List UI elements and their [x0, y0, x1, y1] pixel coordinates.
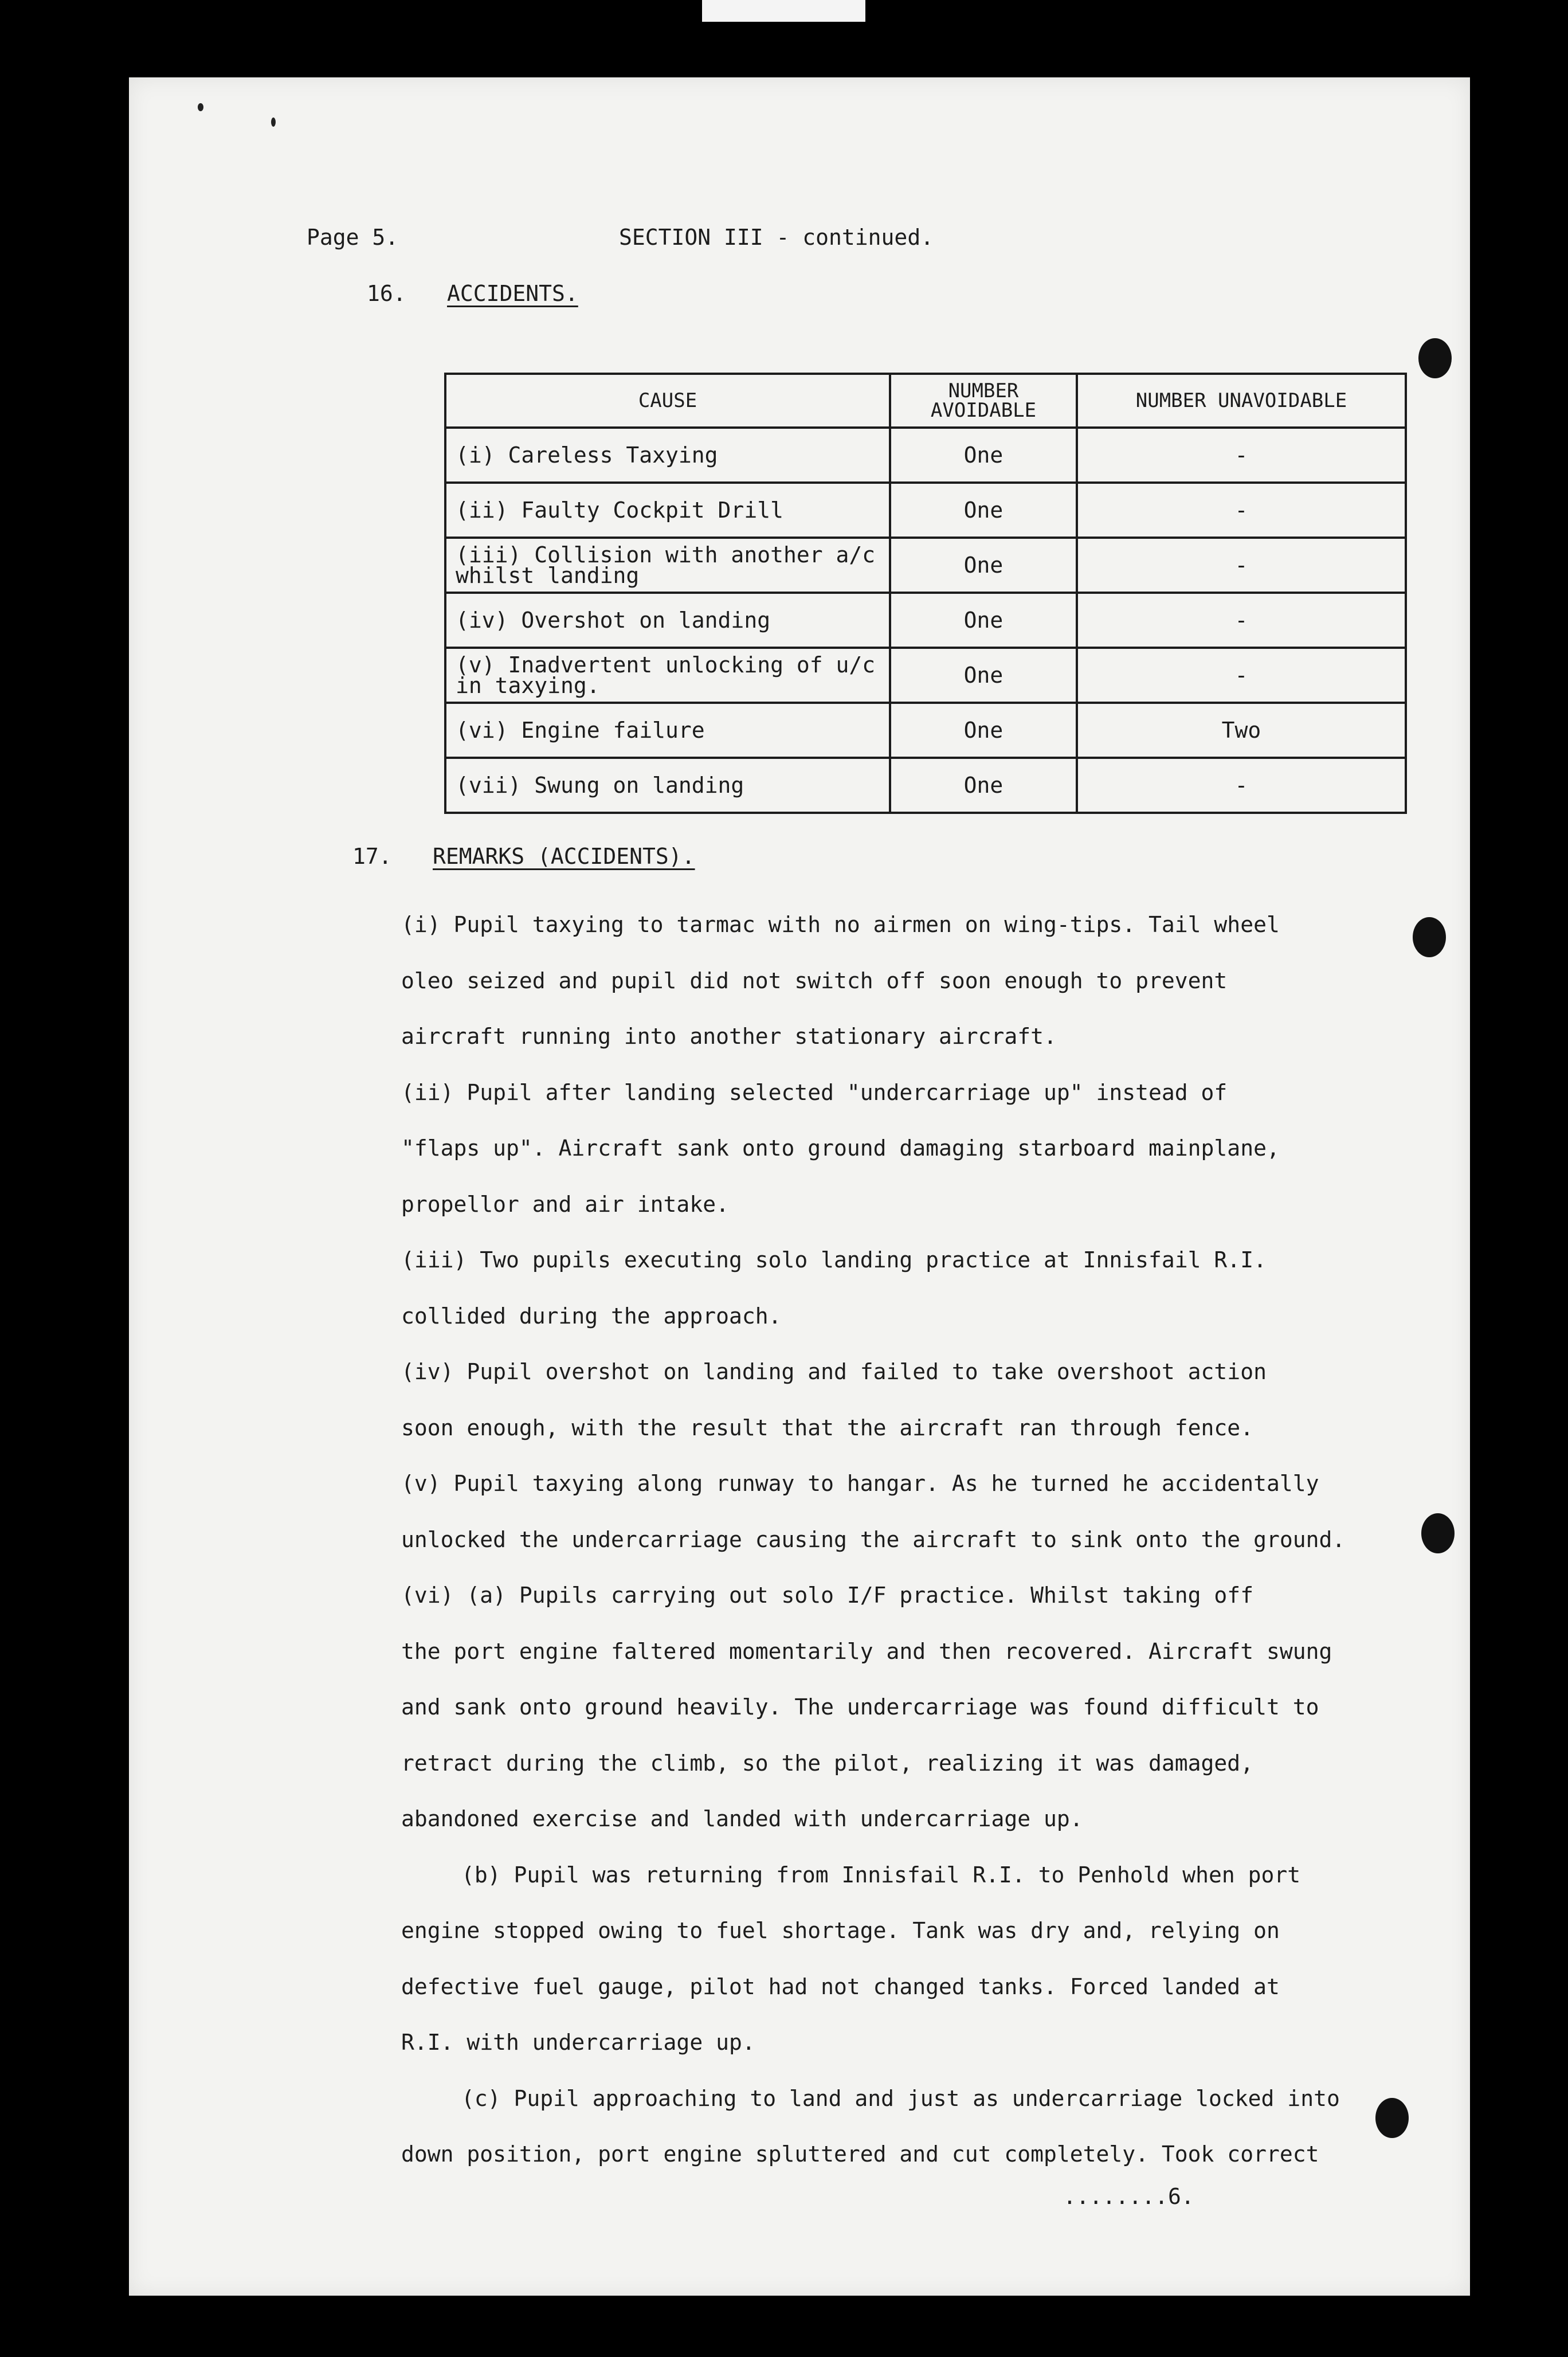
table-row	[445, 483, 1406, 538]
cause-cell: (v) Inadvertent unlocking of u/c in taxying.	[445, 648, 890, 703]
table-row	[445, 648, 1406, 703]
header-cause: CAUSE	[445, 374, 890, 428]
header-avoidable: NUMBER AVOIDABLE	[890, 374, 1077, 428]
unavoidable-cell: -	[1077, 428, 1406, 483]
remarks-heading	[352, 844, 695, 869]
table-row	[445, 428, 1406, 483]
remark-line: engine stopped owing to fuel shortage. Tank was dry and, relying on	[401, 1918, 1280, 1943]
cause-cell: (ii) Faulty Cockpit Drill	[445, 483, 890, 538]
avoidable-cell: One	[890, 483, 1077, 538]
remark-line: oleo seized and pupil did not switch off soon enough to prevent	[401, 968, 1228, 993]
cause-cell: (iv) Overshot on landing	[445, 593, 890, 648]
cause-cell: (i) Careless Taxying	[445, 428, 890, 483]
section-label: SECTION III - continued.	[619, 225, 934, 250]
remarks-body	[401, 897, 1427, 2183]
avoidable-cell: One	[890, 703, 1077, 758]
remark-line: (b) Pupil was returning from Innisfail R.I. to Penhold when port	[461, 1862, 1301, 1888]
remark-line: aircraft running into another stationary aircraft.	[401, 1024, 1057, 1049]
unavoidable-cell: -	[1077, 758, 1406, 813]
cause-cell: (iii) Collision with another a/c whilst landing	[445, 538, 890, 593]
remark-line: down position, port engine spluttered and cut completely. Took correct	[401, 2141, 1319, 2167]
unavoidable-cell: -	[1077, 593, 1406, 648]
avoidable-cell: One	[890, 758, 1077, 813]
table-row	[445, 703, 1406, 758]
cause-cell: (vii) Swung on landing	[445, 758, 890, 813]
remark-line: abandoned exercise and landed with undercarriage up.	[401, 1806, 1083, 1831]
remark-line: (c) Pupil approaching to land and just as undercarriage locked into	[461, 2085, 1340, 2111]
unavoidable-cell: -	[1077, 483, 1406, 538]
avoidable-cell: One	[890, 648, 1077, 703]
page-header	[307, 225, 934, 250]
unavoidable-cell: Two	[1077, 703, 1406, 758]
continuation-marker: ........6.	[1063, 2184, 1194, 2209]
remark-line: (ii) Pupil after landing selected "undercarriage up" instead of	[401, 1079, 1228, 1105]
section-title: REMARKS (ACCIDENTS).	[433, 844, 695, 869]
remark-line: defective fuel gauge, pilot had not changed tanks. Forced landed at	[401, 1974, 1280, 1999]
avoidable-cell: One	[890, 593, 1077, 648]
table-row	[445, 593, 1406, 648]
remark-line: soon enough, with the result that the aircraft ran through fence.	[401, 1415, 1254, 1440]
accidents-heading	[367, 281, 578, 306]
section-number: 16.	[367, 281, 406, 306]
header-unavoidable: NUMBER UNAVOIDABLE	[1077, 374, 1406, 428]
section-number: 17.	[352, 844, 392, 869]
table-header-row	[445, 374, 1406, 428]
unavoidable-cell: -	[1077, 538, 1406, 593]
table-row	[445, 538, 1406, 593]
speck-icon	[198, 103, 203, 111]
remark-line: propellor and air intake.	[401, 1191, 729, 1217]
remark-line: "flaps up". Aircraft sank onto ground damaging starboard mainplane,	[401, 1136, 1280, 1161]
avoidable-cell: One	[890, 428, 1077, 483]
remark-line: (v) Pupil taxying along runway to hangar. As he turned he accidentally	[401, 1471, 1319, 1496]
remark-line: and sank onto ground heavily. The undercarriage was found difficult to	[401, 1694, 1319, 1720]
remark-line: collided during the approach.	[401, 1303, 782, 1329]
remark-line: the port engine faltered momentarily and then recovered. Aircraft swung	[401, 1638, 1332, 1664]
top-paper-strip	[702, 0, 865, 22]
unavoidable-cell: -	[1077, 648, 1406, 703]
remark-line: (iii) Two pupils executing solo landing practice at Innisfail R.I.	[401, 1247, 1267, 1273]
accidents-table	[444, 373, 1407, 814]
punch-hole-icon	[1418, 338, 1452, 378]
avoidable-cell: One	[890, 538, 1077, 593]
remark-line: retract during the climb, so the pilot, realizing it was damaged,	[401, 1750, 1254, 1776]
remark-line: (vi) (a) Pupils carrying out solo I/F practice. Whilst taking off	[401, 1583, 1254, 1608]
page-number: Page 5.	[307, 225, 399, 250]
speck-icon	[271, 118, 276, 127]
remark-line: (iv) Pupil overshot on landing and failed to take overshoot action	[401, 1359, 1267, 1384]
section-title: ACCIDENTS.	[447, 281, 578, 306]
remark-line: R.I. with undercarriage up.	[401, 2030, 755, 2055]
table-row	[445, 758, 1406, 813]
remark-line: unlocked the undercarriage causing the aircraft to sink onto the ground.	[401, 1526, 1346, 1552]
remark-line: (i) Pupil taxying to tarmac with no airmen on wing-tips. Tail wheel	[401, 912, 1280, 937]
cause-cell: (vi) Engine failure	[445, 703, 890, 758]
